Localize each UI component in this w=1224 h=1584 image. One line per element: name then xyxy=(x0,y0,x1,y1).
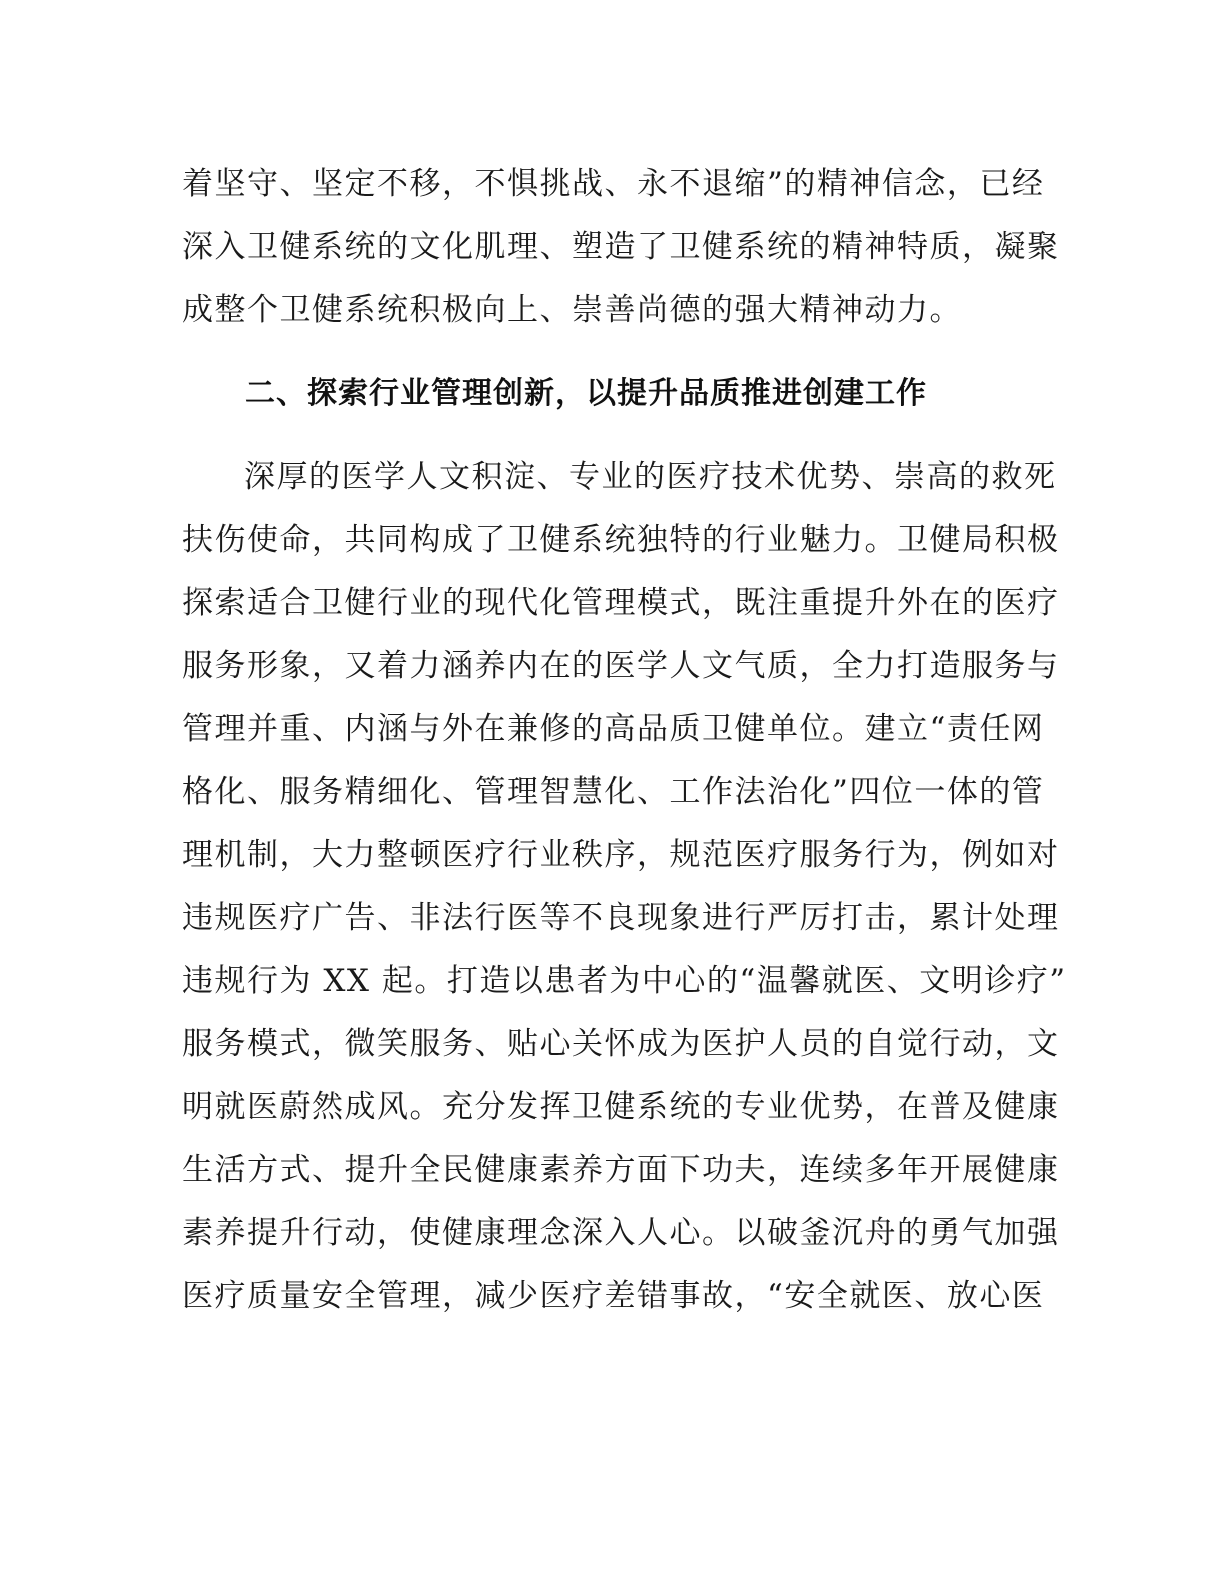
paragraph-line: 素养提升行动，使健康理念深入人心。以破釜沉舟的勇气加强 xyxy=(182,1215,1060,1251)
paragraph-line: 深厚的医学人文积淀、专业的医疗技术优势、崇高的救死 xyxy=(244,459,1057,495)
paragraph-line: 扶伤使命，共同构成了卫健系统独特的行业魅力。卫健局积极 xyxy=(182,522,1060,558)
paragraph-line: 违规医疗广告、非法行医等不良现象进行严厉打击，累计处理 xyxy=(182,900,1060,936)
paragraph-line: 格化、服务精细化、管理智慧化、工作法治化”四位一体的管 xyxy=(182,774,1045,810)
paragraph-body xyxy=(182,446,1067,1328)
paragraph-line: 服务模式，微笑服务、贴心关怀成为医护人员的自觉行动，文 xyxy=(182,1026,1060,1062)
paragraph-line: 理机制，大力整顿医疗行业秩序，规范医疗服务行为，例如对 xyxy=(182,837,1060,873)
paragraph-line: 明就医蔚然成风。充分发挥卫健系统的专业优势，在普及健康 xyxy=(182,1089,1060,1125)
section-heading: 二、探索行业管理创新，以提升品质推进创建工作 xyxy=(245,376,927,411)
paragraph-line: 着坚守、坚定不移，不惧挑战、永不退缩”的精神信念，已经 xyxy=(182,166,1045,202)
paragraph-continued xyxy=(182,153,1060,342)
paragraph-line: 服务形象，又着力涵养内在的医学人文气质，全力打造服务与 xyxy=(182,648,1060,684)
paragraph-line: 管理并重、内涵与外在兼修的高品质卫健单位。建立“责任网 xyxy=(182,711,1045,747)
paragraph-line: 生活方式、提升全民健康素养方面下功夫，连续多年开展健康 xyxy=(182,1152,1060,1188)
paragraph-line: 医疗质量安全管理，减少医疗差错事故，“安全就医、放心医 xyxy=(182,1278,1045,1314)
paragraph-line: 深入卫健系统的文化肌理、塑造了卫健系统的精神特质，凝聚 xyxy=(182,229,1060,265)
paragraph-line: 违规行为 XX 起。打造以患者为中心的“温馨就医、文明诊疗” xyxy=(182,963,1067,999)
paragraph-line: 探索适合卫健行业的现代化管理模式，既注重提升外在的医疗 xyxy=(182,585,1060,621)
paragraph-line: 成整个卫健系统积极向上、崇善尚德的强大精神动力。 xyxy=(182,292,962,328)
